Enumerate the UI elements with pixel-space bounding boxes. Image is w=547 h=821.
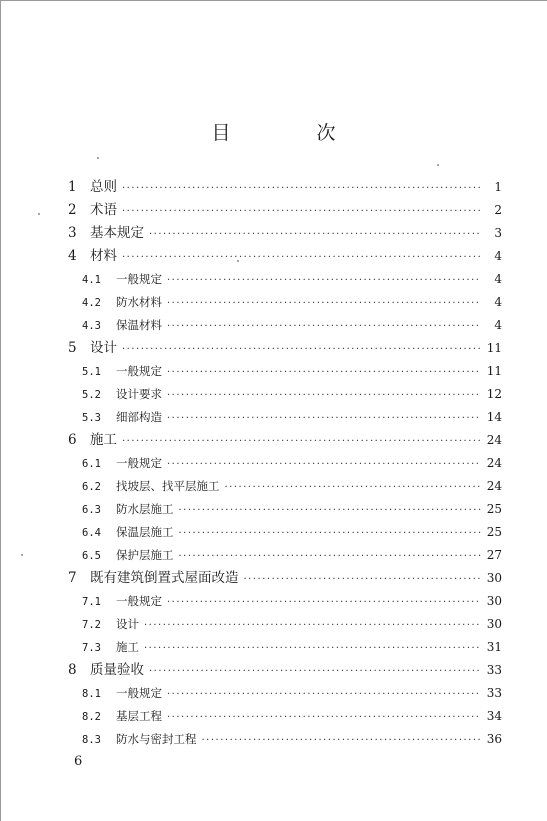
toc-entry-page: 4 [494,249,502,263]
dot-leader [144,614,481,637]
toc-entry-page: 25 [486,502,502,516]
toc-section-entry[interactable] [68,613,502,636]
dot-leader [122,430,481,453]
dot-leader [167,591,481,614]
toc-section-entry[interactable] [68,636,502,659]
toc-entry-page: 4 [494,272,502,286]
toc-entry-page: 30 [486,571,502,585]
dot-leader [167,683,481,706]
toc-entry-label: 一般规定 [116,686,162,700]
toc-entry-number: 7 [68,570,77,586]
toc-entry-label: 保温材料 [116,318,162,332]
toc-entry-page: 2 [494,203,502,217]
toc-entry-label: 防水层施工 [116,502,174,516]
toc-entry-label: 基本规定 [90,225,144,241]
toc-entry-label: 找坡层、找平层施工 [116,479,220,493]
toc-entry-number: 5.3 [82,412,101,424]
dot-leader [122,177,481,200]
toc-entry-page: 4 [494,295,502,309]
dot-leader [167,453,481,476]
toc-entry-page: 14 [486,410,502,424]
toc-entry-label: 施工 [90,432,117,448]
scan-speck [237,260,239,262]
toc-section-entry[interactable] [68,360,502,383]
dot-leader [149,660,481,683]
toc-section-entry[interactable] [68,383,502,406]
toc-entry-page: 11 [486,364,502,378]
toc-entry-label: 保护层施工 [116,548,174,562]
toc-entry-page: 4 [494,318,502,332]
toc-entry-label: 防水材料 [116,295,162,309]
toc-entry-number: 1 [68,179,77,195]
toc-entry-page: 34 [486,709,502,723]
toc-section-entry[interactable] [68,498,502,521]
toc-entry-number: 4 [68,248,77,264]
toc-entry-label: 术语 [90,202,117,218]
toc-entry-page: 24 [486,433,502,447]
dot-leader [167,407,481,430]
dot-leader [122,246,481,269]
toc-entry-page: 31 [486,640,502,654]
toc-entry-label: 设计 [116,617,139,631]
toc-entry-number: 6.3 [82,504,101,516]
toc-chapter-entry[interactable] [68,337,502,360]
dot-leader [167,292,481,315]
toc-entry-number: 8.3 [82,734,101,746]
dot-leader [167,706,481,729]
toc-entry-number: 7.1 [82,596,101,608]
toc-entry-number: 4.1 [82,274,101,286]
toc-entry-label: 保温层施工 [116,525,174,539]
toc-entry-page: 12 [486,387,502,401]
toc-section-entry[interactable] [68,268,502,291]
page-edge-top [0,0,547,1]
toc-entry-number: 6.1 [82,458,101,470]
toc-chapter-entry[interactable] [68,567,502,590]
toc-entry-number: 5.2 [82,389,101,401]
toc-entry-number: 3 [68,225,77,241]
toc-entry-page: 30 [486,594,502,608]
scan-speck [38,213,40,215]
toc-entry-label: 防水与密封工程 [116,732,197,746]
toc-entry-number: 8 [68,662,77,678]
toc-section-entry[interactable] [68,521,502,544]
toc-entry-number: 7.3 [82,642,101,654]
toc-entry-label: 设计要求 [116,387,162,401]
dot-leader [179,545,482,568]
dot-leader [149,223,481,246]
toc-section-entry[interactable] [68,544,502,567]
toc-entry-page: 3 [494,226,502,240]
toc-entry-label: 一般规定 [116,272,162,286]
dot-leader [202,729,482,752]
toc-entry-label: 材料 [90,248,117,264]
toc-section-entry[interactable] [68,291,502,314]
page-number: 6 [74,754,83,769]
toc-entry-number: 7.2 [82,619,101,631]
scan-speck [437,164,439,166]
toc-section-entry[interactable] [68,406,502,429]
toc-entry-number: 8.2 [82,711,101,723]
toc-entry-label: 施工 [116,640,139,654]
toc-entry-page: 11 [486,341,502,355]
toc-section-entry[interactable] [68,705,502,728]
toc-entry-number: 6.5 [82,550,101,562]
toc-section-entry[interactable] [68,452,502,475]
toc-entry-label: 基层工程 [116,709,162,723]
toc-entry-number: 5 [68,340,77,356]
toc-chapter-entry[interactable] [68,429,502,452]
toc-chapter-entry[interactable] [68,222,502,245]
toc-entry-number: 2 [68,202,77,218]
toc-chapter-entry[interactable] [68,245,502,268]
toc-entry-number: 4.2 [82,297,101,309]
toc-chapter-entry[interactable] [68,659,502,682]
dot-leader [167,315,481,338]
toc-entry-number: 6.2 [82,481,101,493]
scan-speck [21,554,23,556]
toc-entry-number: 6.4 [82,527,101,539]
dot-leader [167,269,481,292]
dot-leader [122,200,481,223]
toc-entry-label: 一般规定 [116,364,162,378]
toc-entry-page: 36 [486,732,502,746]
toc-chapter-entry[interactable] [68,176,502,199]
toc-entry-number: 6 [68,432,77,448]
toc-entry-page: 1 [494,180,502,194]
toc-entry-label: 一般规定 [116,594,162,608]
dot-leader [122,338,481,361]
toc-entry-number: 4.3 [82,320,101,332]
toc-entry-number: 5.1 [82,366,101,378]
toc-section-entry[interactable] [68,682,502,705]
toc-entry-page: 27 [486,548,502,562]
toc-entry-page: 24 [486,479,502,493]
dot-leader [225,476,482,499]
toc-chapter-entry[interactable] [68,199,502,222]
toc-entry-label: 细部构造 [116,410,162,424]
table-of-contents [68,176,502,751]
toc-entry-label: 质量验收 [90,662,144,678]
toc-entry-page: 24 [486,456,502,470]
dot-leader [179,499,482,522]
toc-entry-label: 一般规定 [116,456,162,470]
scan-speck [97,157,99,159]
toc-entry-page: 25 [486,525,502,539]
toc-entry-label: 既有建筑倒置式屋面改造 [90,570,239,586]
toc-entry-label: 设计 [90,340,117,356]
dot-leader [179,522,482,545]
toc-entry-page: 30 [486,617,502,631]
toc-section-entry[interactable] [68,475,502,498]
dot-leader [167,384,481,407]
toc-section-entry[interactable] [68,314,502,337]
toc-section-entry[interactable] [68,728,502,751]
toc-entry-page: 33 [486,663,502,677]
dot-leader [167,361,481,384]
page-title: 目 次 [211,122,376,144]
dot-leader [144,637,481,660]
toc-entry-page: 33 [486,686,502,700]
toc-entry-number: 8.1 [82,688,101,700]
toc-entry-label: 总则 [90,179,117,195]
dot-leader [244,568,482,591]
toc-section-entry[interactable] [68,590,502,613]
